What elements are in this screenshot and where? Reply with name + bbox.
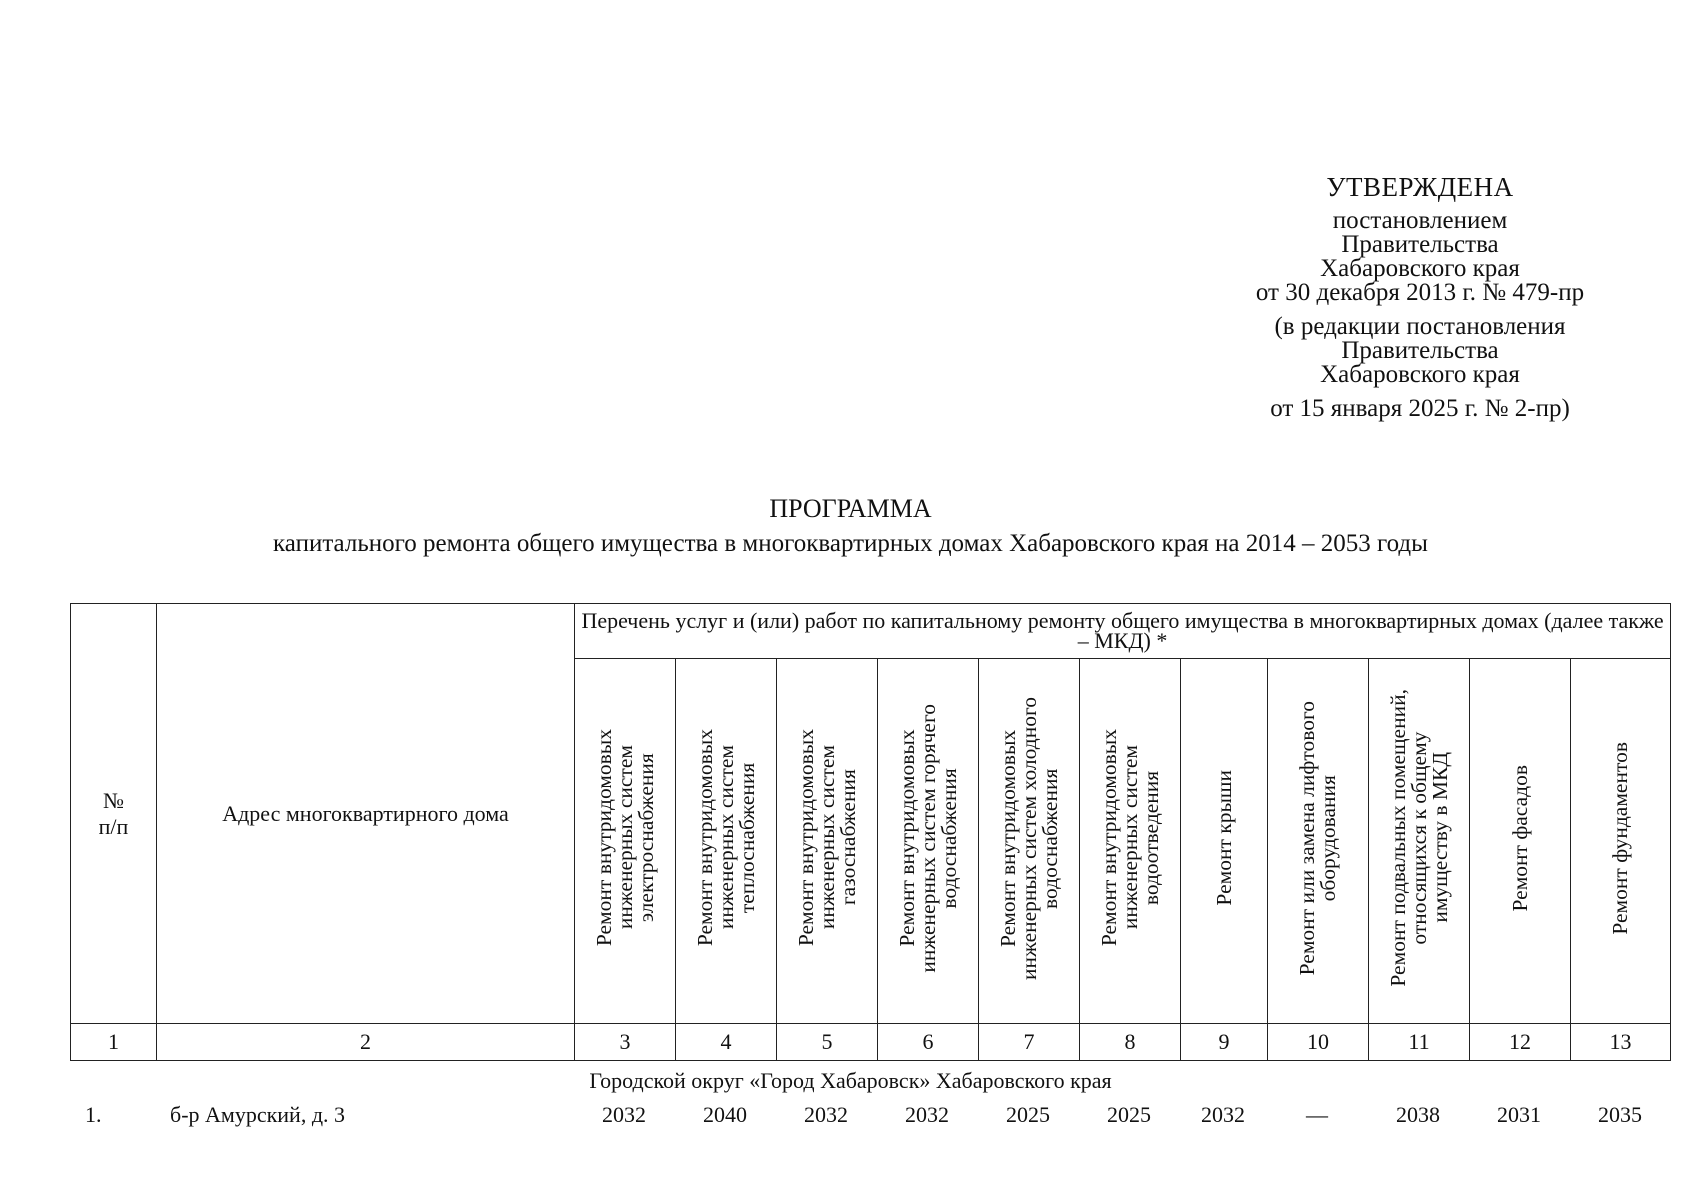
column-number: 13 [1571, 1024, 1671, 1061]
row-year-col-4: 2040 [703, 1102, 747, 1127]
column-number: 11 [1369, 1024, 1470, 1061]
program-title: ПРОГРАММА [769, 494, 932, 523]
approval-line: Правительства [1341, 231, 1499, 258]
header-work-label: Ремонт внутридомовых инженерных систем электроснабжения [591, 729, 658, 947]
header-address: Адрес многоквартирного дома [157, 604, 575, 1024]
header-work-11 [1369, 659, 1470, 1024]
header-work-9 [1181, 659, 1268, 1024]
approval-line: постановлением [1332, 207, 1508, 234]
header-work-label: Ремонт фасадов [1507, 764, 1532, 912]
column-number: 8 [1080, 1024, 1181, 1061]
row-year-col-6: 2032 [905, 1102, 949, 1127]
header-work-8 [1080, 659, 1181, 1024]
header-work-label: Ремонт внутридомовых инженерных систем горячего водоснабжения [894, 703, 961, 973]
row-year-col-12: 2031 [1497, 1102, 1541, 1127]
column-number: 4 [676, 1024, 777, 1061]
approval-date: от 30 декабря 2013 г. № 479-пр [1255, 279, 1585, 306]
header-work-label: Ремонт внутридомовых инженерных систем теплоснабжения [692, 729, 759, 947]
row-year-col-5: 2032 [804, 1102, 848, 1127]
approval-title: УТВЕРЖДЕНА [1326, 172, 1514, 202]
revision-line: (в редакции постановления [1274, 313, 1566, 340]
row-year-col-7: 2025 [1006, 1102, 1050, 1127]
column-number: 10 [1268, 1024, 1369, 1061]
header-work-4 [676, 659, 777, 1024]
section-heading: Городской округ «Город Хабаровск» Хабаровского края [589, 1068, 1112, 1093]
revision-line: Хабаровского края [1320, 361, 1520, 388]
row-year-col-3: 2032 [602, 1102, 646, 1127]
header-work-3 [575, 659, 676, 1024]
header-work-label: Ремонт внутридомовых инженерных систем водоотведения [1096, 729, 1163, 947]
column-number: 12 [1470, 1024, 1571, 1061]
works-table [70, 603, 1671, 1061]
revision-date: от 15 января 2025 г. № 2-пр) [1270, 395, 1570, 422]
row-year-col-10: — [1306, 1102, 1328, 1127]
header-work-label: Ремонт фундаментов [1608, 741, 1633, 935]
program-subtitle: капитального ремонта общего имущества в многоквартирных домах Хабаровского края на 2014 – 2053 годы [273, 530, 1428, 557]
header-number-label: № п/п [98, 787, 129, 839]
header-work-5 [777, 659, 878, 1024]
approval-block [1195, 172, 1645, 422]
column-number: 2 [157, 1024, 575, 1061]
column-numbers-row [71, 1024, 1671, 1061]
row-year-col-13: 2035 [1598, 1102, 1642, 1127]
header-work-label: Ремонт подвальных помещений, относящихся к общему имуществу в МКД [1385, 689, 1452, 987]
header-works-list: Перечень услуг и (или) работ по капитальному ремонту общего имущества в многоквартирных домах (далее также – МКД) * [575, 604, 1671, 659]
row-year-col-8: 2025 [1107, 1102, 1151, 1127]
row-year-col-11: 2038 [1396, 1102, 1440, 1127]
header-work-13 [1571, 659, 1671, 1024]
header-work-label: Ремонт крыши [1211, 770, 1236, 906]
column-number: 1 [71, 1024, 157, 1061]
header-work-label: Ремонт внутридомовых инженерных систем холодного водоснабжения [995, 696, 1062, 980]
row-year-col-9: 2032 [1201, 1102, 1245, 1127]
header-work-label: Ремонт внутридомовых инженерных систем газоснабжения [793, 729, 860, 947]
table-row [0, 1102, 1701, 1132]
header-number [71, 604, 157, 1024]
column-number: 6 [878, 1024, 979, 1061]
column-number: 5 [777, 1024, 878, 1061]
row-address: б-р Амурский, д. 3 [170, 1102, 346, 1127]
header-work-label: Ремонт или замена лифтового оборудования [1295, 700, 1340, 976]
column-number: 3 [575, 1024, 676, 1061]
header-work-10 [1268, 659, 1369, 1024]
row-number: 1. [85, 1102, 102, 1127]
column-number: 9 [1181, 1024, 1268, 1061]
header-work-7 [979, 659, 1080, 1024]
header-work-12 [1470, 659, 1571, 1024]
revision-line: Правительства [1341, 337, 1499, 364]
header-work-6 [878, 659, 979, 1024]
approval-line: Хабаровского края [1320, 255, 1520, 282]
column-number: 7 [979, 1024, 1080, 1061]
